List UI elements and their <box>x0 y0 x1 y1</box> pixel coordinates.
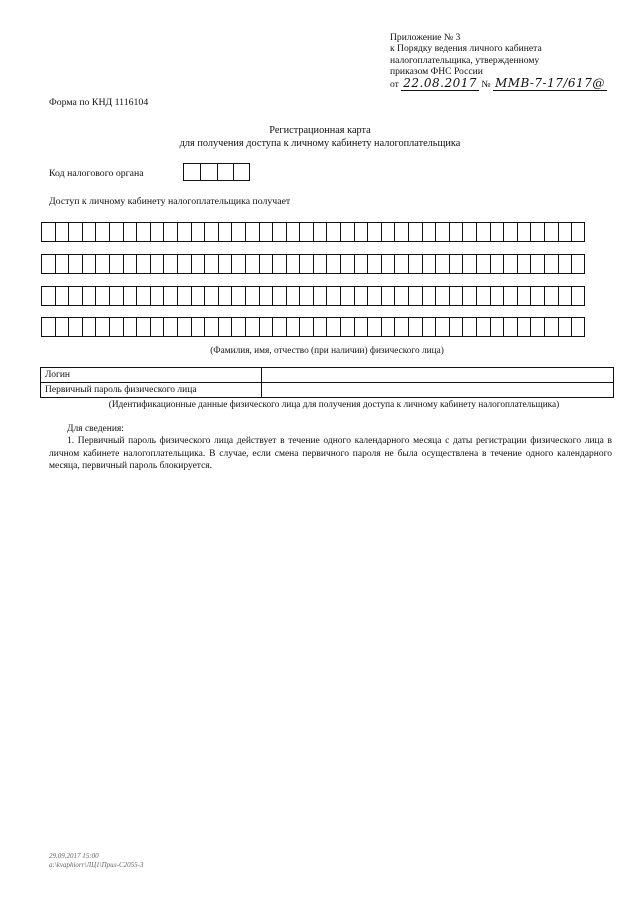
name-cell[interactable] <box>544 254 558 274</box>
date-prefix: от <box>390 78 399 90</box>
identification-table <box>40 367 614 398</box>
name-cell[interactable] <box>544 286 558 306</box>
name-cell[interactable] <box>326 317 340 337</box>
name-cell[interactable] <box>55 254 69 274</box>
name-row-4 <box>41 317 585 337</box>
name-cell[interactable] <box>422 222 436 242</box>
name-cell[interactable] <box>340 254 354 274</box>
name-cell[interactable] <box>41 286 55 306</box>
name-cell[interactable] <box>530 317 544 337</box>
name-cell[interactable] <box>191 254 205 274</box>
name-cell[interactable] <box>272 254 286 274</box>
name-cell[interactable] <box>517 254 531 274</box>
name-cell[interactable] <box>109 254 123 274</box>
name-caption: (Фамилия, имя, отчество (при наличии) физического лица) <box>210 346 444 356</box>
name-cell[interactable] <box>558 317 572 337</box>
name-cell[interactable] <box>177 254 191 274</box>
name-cell[interactable] <box>150 222 164 242</box>
name-cell[interactable] <box>163 254 177 274</box>
name-cell[interactable] <box>490 254 504 274</box>
name-cell[interactable] <box>177 222 191 242</box>
name-cell[interactable] <box>136 254 150 274</box>
name-cell[interactable] <box>354 222 368 242</box>
name-cell[interactable] <box>408 254 422 274</box>
name-cell[interactable] <box>68 317 82 337</box>
name-cell[interactable] <box>259 254 273 274</box>
name-cell[interactable] <box>272 222 286 242</box>
tax-office-code-cells <box>183 163 250 181</box>
name-cell[interactable] <box>490 222 504 242</box>
name-cell[interactable] <box>381 222 395 242</box>
name-cell[interactable] <box>462 222 476 242</box>
name-cell[interactable] <box>123 254 137 274</box>
name-cell[interactable] <box>136 317 150 337</box>
name-cell[interactable] <box>245 317 259 337</box>
name-row-1 <box>41 222 585 242</box>
name-cell[interactable] <box>272 286 286 306</box>
name-cell[interactable] <box>41 254 55 274</box>
name-cell[interactable] <box>313 317 327 337</box>
appendix-line-4: приказом ФНС России <box>390 66 483 78</box>
name-cell[interactable] <box>82 286 96 306</box>
name-cell[interactable] <box>503 254 517 274</box>
name-cell[interactable] <box>313 286 327 306</box>
appendix-block <box>390 32 630 90</box>
name-cell[interactable] <box>259 222 273 242</box>
name-cell[interactable] <box>95 317 109 337</box>
name-cell[interactable] <box>367 317 381 337</box>
name-cell[interactable] <box>231 254 245 274</box>
name-cell[interactable] <box>163 286 177 306</box>
ident-caption: (Идентификационные данные физического лица для получения доступа к личному кабинету налогоплательщика) <box>108 400 560 410</box>
name-cell[interactable] <box>82 222 96 242</box>
name-cell[interactable] <box>313 254 327 274</box>
name-cell[interactable] <box>408 286 422 306</box>
name-cell[interactable] <box>191 317 205 337</box>
name-cell[interactable] <box>41 317 55 337</box>
name-cell[interactable] <box>136 222 150 242</box>
name-cell[interactable] <box>503 286 517 306</box>
name-cell[interactable] <box>571 286 585 306</box>
login-label: Логин <box>41 368 262 383</box>
name-cell[interactable] <box>286 222 300 242</box>
name-cell[interactable] <box>55 317 69 337</box>
info-section <box>49 423 612 472</box>
name-cell[interactable] <box>449 222 463 242</box>
name-row-3 <box>41 286 585 306</box>
name-cell[interactable] <box>490 317 504 337</box>
name-cell[interactable] <box>476 254 490 274</box>
name-cell[interactable] <box>259 317 273 337</box>
name-cell[interactable] <box>354 254 368 274</box>
name-cell[interactable] <box>123 222 137 242</box>
name-cell[interactable] <box>517 222 531 242</box>
name-cell[interactable] <box>245 254 259 274</box>
name-cell[interactable] <box>503 317 517 337</box>
name-cell[interactable] <box>408 222 422 242</box>
name-cell[interactable] <box>245 286 259 306</box>
name-cell[interactable] <box>299 254 313 274</box>
name-cell[interactable] <box>109 286 123 306</box>
name-cell[interactable] <box>95 254 109 274</box>
name-cell[interactable] <box>136 286 150 306</box>
info-heading: Для сведения: <box>67 424 124 434</box>
name-row-2 <box>41 254 585 274</box>
name-cell[interactable] <box>571 222 585 242</box>
name-cell[interactable] <box>231 286 245 306</box>
name-cell[interactable] <box>286 254 300 274</box>
tax-code-cell[interactable] <box>233 163 250 181</box>
name-cell[interactable] <box>558 254 572 274</box>
name-cell[interactable] <box>109 317 123 337</box>
name-cell[interactable] <box>476 317 490 337</box>
name-cell[interactable] <box>462 317 476 337</box>
name-cell[interactable] <box>354 317 368 337</box>
footer-timestamp: 29.09.2017 15:00 <box>49 852 99 860</box>
name-cell[interactable] <box>95 286 109 306</box>
tax-office-label: Код налогового органа <box>49 168 144 179</box>
appendix-order-line <box>390 75 630 90</box>
name-cell[interactable] <box>490 286 504 306</box>
card-title: Регистрационная карта <box>269 125 371 136</box>
tax-code-cell[interactable] <box>200 163 217 181</box>
name-cell[interactable] <box>394 317 408 337</box>
name-cell[interactable] <box>517 317 531 337</box>
name-cell[interactable] <box>503 222 517 242</box>
name-cell[interactable] <box>435 286 449 306</box>
name-cell[interactable] <box>435 254 449 274</box>
name-cell[interactable] <box>449 286 463 306</box>
name-cell[interactable] <box>422 254 436 274</box>
name-cell[interactable] <box>163 222 177 242</box>
name-cell[interactable] <box>299 286 313 306</box>
name-cell[interactable] <box>367 286 381 306</box>
name-cell[interactable] <box>340 317 354 337</box>
name-cell[interactable] <box>326 286 340 306</box>
name-cell[interactable] <box>530 222 544 242</box>
footer-path: a:\kvaphiorr\ЛЦ1\Прил-С2055-3 <box>49 861 144 869</box>
name-cell[interactable] <box>476 286 490 306</box>
name-cell[interactable] <box>544 317 558 337</box>
name-cell[interactable] <box>476 222 490 242</box>
name-cell[interactable] <box>191 222 205 242</box>
name-cell[interactable] <box>218 222 232 242</box>
name-cell[interactable] <box>517 286 531 306</box>
footer-stamp <box>49 852 144 870</box>
order-number-handwritten: ММВ-7-17/617@ <box>494 75 605 90</box>
name-cell[interactable] <box>286 286 300 306</box>
name-cell[interactable] <box>55 286 69 306</box>
name-cell[interactable] <box>381 286 395 306</box>
name-cell[interactable] <box>367 254 381 274</box>
name-cell[interactable] <box>394 254 408 274</box>
password-label: Первичный пароль физического лица <box>41 383 262 398</box>
name-cell[interactable] <box>381 254 395 274</box>
appendix-line-2: к Порядку ведения личного кабинета <box>390 43 542 55</box>
name-cell[interactable] <box>462 286 476 306</box>
name-cell[interactable] <box>82 317 96 337</box>
name-cell[interactable] <box>544 222 558 242</box>
appendix-line-3: налогоплательщика, утвержденному <box>390 54 540 66</box>
password-value <box>262 383 614 398</box>
info-item-1: 1. Первичный пароль физического лица действует в течение одного календарного месяца с даты регистрации физического лица в личном кабинете налогоплательщика. В случае, если смена первичного пароля не была осуществлена в течение одного календарного месяца, первичный пароль блокируется. <box>49 436 612 471</box>
name-cell[interactable] <box>218 286 232 306</box>
name-cell[interactable] <box>394 222 408 242</box>
name-cell[interactable] <box>123 286 137 306</box>
name-cell[interactable] <box>218 254 232 274</box>
name-cell[interactable] <box>191 286 205 306</box>
name-cell[interactable] <box>530 286 544 306</box>
name-cell[interactable] <box>571 254 585 274</box>
name-cell[interactable] <box>150 286 164 306</box>
name-cell[interactable] <box>462 254 476 274</box>
name-cell[interactable] <box>571 317 585 337</box>
name-cell[interactable] <box>286 317 300 337</box>
name-cell[interactable] <box>163 317 177 337</box>
name-cell[interactable] <box>422 286 436 306</box>
name-cell[interactable] <box>41 222 55 242</box>
name-cell[interactable] <box>218 317 232 337</box>
name-cell[interactable] <box>177 286 191 306</box>
name-cell[interactable] <box>340 286 354 306</box>
name-cell[interactable] <box>299 222 313 242</box>
card-subtitle: для получения доступа к личному кабинету налогоплательщика <box>179 138 461 149</box>
name-cell[interactable] <box>204 317 218 337</box>
name-cell[interactable] <box>204 286 218 306</box>
name-cell[interactable] <box>354 286 368 306</box>
name-cell[interactable] <box>381 317 395 337</box>
name-cell[interactable] <box>109 222 123 242</box>
name-cell[interactable] <box>299 317 313 337</box>
access-label: Доступ к личному кабинету налогоплательщика получает <box>49 196 291 207</box>
name-cell[interactable] <box>558 222 572 242</box>
password-row <box>41 383 614 398</box>
name-cell[interactable] <box>259 286 273 306</box>
tax-code-cell[interactable] <box>183 163 200 181</box>
name-cell[interactable] <box>367 222 381 242</box>
number-prefix: № <box>481 78 491 90</box>
name-cell[interactable] <box>340 222 354 242</box>
name-cell[interactable] <box>204 254 218 274</box>
name-cell[interactable] <box>408 317 422 337</box>
form-code: Форма по КНД 1116104 <box>49 97 149 108</box>
name-cell[interactable] <box>177 317 191 337</box>
name-cell[interactable] <box>449 254 463 274</box>
name-cell[interactable] <box>422 317 436 337</box>
name-cell[interactable] <box>150 254 164 274</box>
name-cell[interactable] <box>326 222 340 242</box>
name-cell[interactable] <box>272 317 286 337</box>
name-cell[interactable] <box>435 317 449 337</box>
name-cell[interactable] <box>231 222 245 242</box>
appendix-line-1: Приложение № 3 <box>390 32 461 43</box>
name-cell[interactable] <box>204 222 218 242</box>
login-row <box>41 368 614 383</box>
name-cell[interactable] <box>530 254 544 274</box>
name-cell[interactable] <box>326 254 340 274</box>
name-cell[interactable] <box>68 286 82 306</box>
name-cell[interactable] <box>394 286 408 306</box>
name-cell[interactable] <box>150 317 164 337</box>
tax-code-cell[interactable] <box>217 163 234 181</box>
name-cell[interactable] <box>82 254 96 274</box>
name-cell[interactable] <box>245 222 259 242</box>
name-cell[interactable] <box>55 222 69 242</box>
name-cell[interactable] <box>68 254 82 274</box>
name-cell[interactable] <box>68 222 82 242</box>
name-cell[interactable] <box>231 317 245 337</box>
name-cell[interactable] <box>95 222 109 242</box>
name-cell[interactable] <box>449 317 463 337</box>
name-cell[interactable] <box>313 222 327 242</box>
name-cell[interactable] <box>558 286 572 306</box>
login-value <box>262 368 614 383</box>
name-cell[interactable] <box>123 317 137 337</box>
order-date-handwritten: 22.08.2017 <box>403 75 477 90</box>
name-cell[interactable] <box>435 222 449 242</box>
